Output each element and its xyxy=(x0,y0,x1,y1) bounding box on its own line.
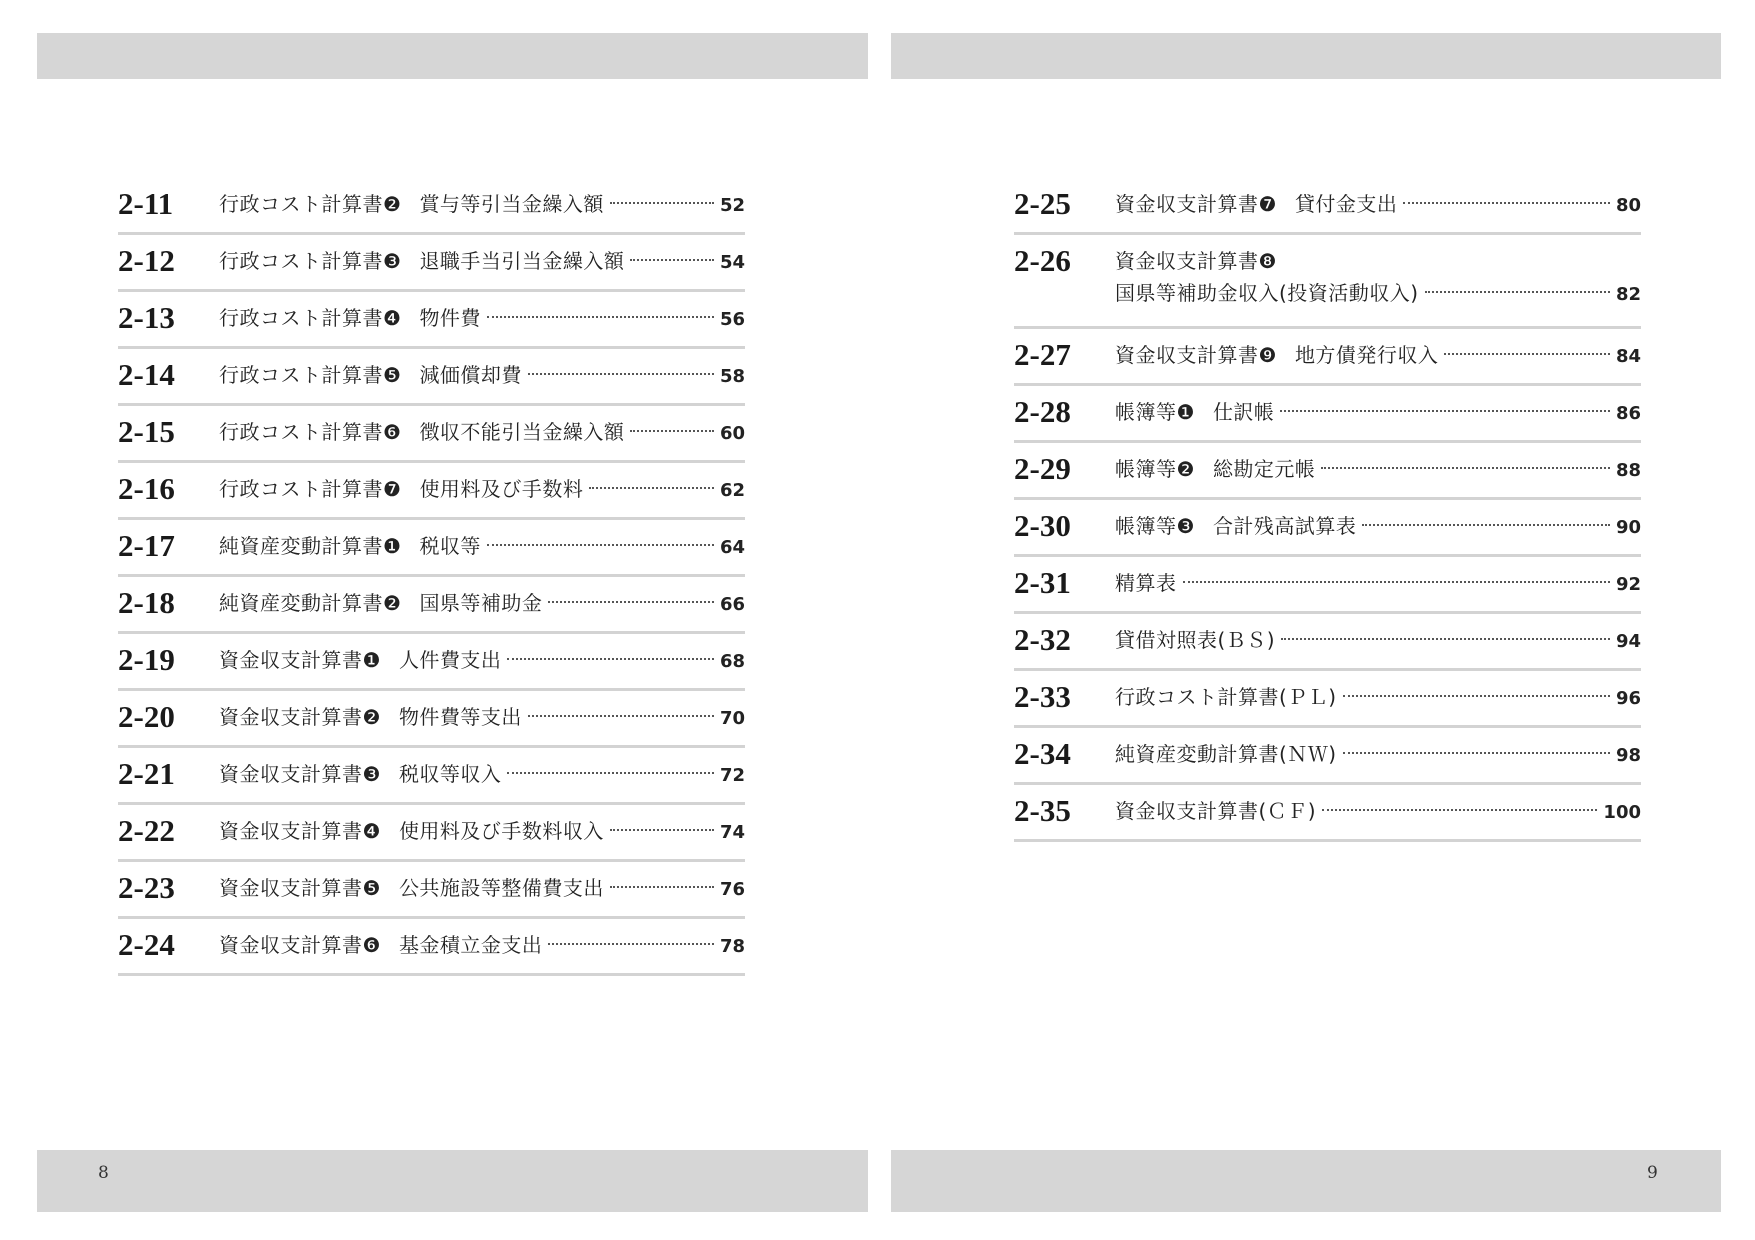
section-number: 2-22 xyxy=(118,813,175,848)
entry-page-number: 90 xyxy=(1615,517,1641,538)
dot-leader xyxy=(610,202,714,204)
dot-leader xyxy=(487,316,714,318)
dot-leader xyxy=(610,829,714,831)
entry-title: 純資産変動計算書❶ xyxy=(219,534,402,558)
entry-title: 貸借対照表(ＢＳ) xyxy=(1115,628,1276,652)
toc-entry[interactable] xyxy=(118,349,745,406)
entry-subtitle: 地方債発行収入 xyxy=(1294,343,1439,367)
entry-subtitle: 総勘定元帳 xyxy=(1212,457,1316,481)
dot-leader xyxy=(1281,638,1610,640)
dot-leader xyxy=(1425,291,1610,293)
dot-leader xyxy=(548,601,714,603)
entry-title: 帳簿等❸ xyxy=(1115,514,1195,538)
dot-leader xyxy=(1403,202,1610,204)
entry-title: 行政コスト計算書❷ xyxy=(219,192,402,216)
section-number: 2-27 xyxy=(1014,337,1071,372)
entry-subtitle: 物件費 xyxy=(419,306,481,330)
entry-title: 資金収支計算書❼ xyxy=(1115,192,1277,216)
entry-title: 行政コスト計算書(ＰＬ) xyxy=(1115,685,1337,709)
toc-entry[interactable] xyxy=(118,691,745,748)
dot-leader xyxy=(589,487,714,489)
toc-entry[interactable] xyxy=(118,577,745,634)
toc-entry[interactable] xyxy=(118,463,745,520)
entry-page-number: 60 xyxy=(719,423,745,444)
entry-page-number: 74 xyxy=(719,822,745,843)
entry-title: 資金収支計算書❻ xyxy=(219,933,381,957)
toc-entry[interactable] xyxy=(118,235,745,292)
entry-title: 資金収支計算書❾ xyxy=(1115,343,1277,367)
entry-subtitle: 国県等補助金収入(投資活動収入) xyxy=(1115,281,1419,305)
entry-page-number: 84 xyxy=(1615,346,1641,367)
toc-entry[interactable] xyxy=(1014,329,1641,386)
toc-entry[interactable] xyxy=(118,862,745,919)
entry-page-number: 82 xyxy=(1615,284,1641,305)
header-band-right xyxy=(891,33,1721,79)
entry-page-number: 80 xyxy=(1615,195,1641,216)
entry-title: 行政コスト計算書❸ xyxy=(219,249,402,273)
dot-leader xyxy=(528,373,714,375)
section-number: 2-21 xyxy=(118,756,175,791)
toc-entry[interactable] xyxy=(118,634,745,691)
section-number: 2-13 xyxy=(118,300,175,335)
toc-entry[interactable] xyxy=(118,919,745,976)
entry-subtitle: 公共施設等整備費支出 xyxy=(398,876,604,900)
section-number: 2-30 xyxy=(1014,508,1071,543)
toc-entry[interactable] xyxy=(118,805,745,862)
toc-entry[interactable] xyxy=(1014,785,1641,842)
section-number: 2-29 xyxy=(1014,451,1071,486)
entry-title: 帳簿等❶ xyxy=(1115,400,1195,424)
entry-title: 資金収支計算書❷ xyxy=(219,705,381,729)
toc-entry[interactable] xyxy=(1014,443,1641,500)
entry-title: 純資産変動計算書❷ xyxy=(219,591,402,615)
entry-page-number: 100 xyxy=(1603,802,1641,823)
entry-subtitle: 国県等補助金 xyxy=(419,591,543,615)
entry-page-number: 56 xyxy=(719,309,745,330)
toc-entry[interactable] xyxy=(118,406,745,463)
dot-leader xyxy=(507,772,714,774)
toc-entry[interactable] xyxy=(1014,386,1641,443)
entry-page-number: 78 xyxy=(719,936,745,957)
entry-page-number: 86 xyxy=(1615,403,1641,424)
toc-entry[interactable] xyxy=(118,520,745,577)
entry-title: 行政コスト計算書❻ xyxy=(219,420,402,444)
toc-entry[interactable] xyxy=(118,292,745,349)
dot-leader xyxy=(1280,410,1610,412)
entry-title: 資金収支計算書❽ xyxy=(1115,249,1277,273)
entry-subtitle: 物件費等支出 xyxy=(398,705,522,729)
entry-subtitle: 合計残高試算表 xyxy=(1212,514,1357,538)
page-number-right: 9 xyxy=(1647,1163,1658,1183)
page-number-left: 8 xyxy=(98,1163,109,1183)
section-number: 2-33 xyxy=(1014,679,1071,714)
dot-leader xyxy=(1322,809,1597,811)
footer-band-left xyxy=(37,1150,868,1212)
toc-entry[interactable] xyxy=(118,178,745,235)
section-number: 2-35 xyxy=(1014,793,1071,828)
entry-title: 資金収支計算書(ＣＦ) xyxy=(1115,799,1317,823)
entry-title: 資金収支計算書❶ xyxy=(219,648,381,672)
entry-title: 行政コスト計算書❺ xyxy=(219,363,402,387)
entry-title: 行政コスト計算書❹ xyxy=(219,306,402,330)
toc-entry[interactable] xyxy=(118,748,745,805)
toc-entry[interactable] xyxy=(1014,728,1641,785)
entry-page-number: 72 xyxy=(719,765,745,786)
entry-title: 帳簿等❷ xyxy=(1115,457,1195,481)
entry-page-number: 68 xyxy=(719,651,745,672)
entry-subtitle: 人件費支出 xyxy=(398,648,502,672)
entry-page-number: 76 xyxy=(719,879,745,900)
entry-subtitle: 使用料及び手数料 xyxy=(419,477,584,501)
toc-entry[interactable] xyxy=(1014,500,1641,557)
entry-subtitle: 使用料及び手数料収入 xyxy=(398,819,604,843)
entry-page-number: 92 xyxy=(1615,574,1641,595)
toc-list-left xyxy=(118,178,745,976)
section-number: 2-34 xyxy=(1014,736,1071,771)
dot-leader xyxy=(630,259,714,261)
entry-subtitle: 税収等 xyxy=(419,534,481,558)
entry-subtitle: 減価償却費 xyxy=(419,363,522,387)
entry-subtitle: 徴収不能引当金繰入額 xyxy=(419,420,625,444)
dot-leader xyxy=(1321,467,1610,469)
dot-leader xyxy=(610,886,714,888)
entry-page-number: 64 xyxy=(719,537,745,558)
entry-page-number: 70 xyxy=(719,708,745,729)
dot-leader xyxy=(1343,695,1610,697)
section-number: 2-31 xyxy=(1014,565,1071,600)
dot-leader xyxy=(1444,353,1610,355)
entry-subtitle: 仕訳帳 xyxy=(1212,400,1275,424)
entry-title: 資金収支計算書❹ xyxy=(219,819,381,843)
entry-page-number: 52 xyxy=(719,195,745,216)
entry-page-number: 88 xyxy=(1615,460,1641,481)
section-number: 2-28 xyxy=(1014,394,1071,429)
section-number: 2-16 xyxy=(118,471,175,506)
dot-leader xyxy=(528,715,714,717)
entry-page-number: 54 xyxy=(719,252,745,273)
dot-leader xyxy=(1183,581,1610,583)
section-number: 2-24 xyxy=(118,927,175,962)
toc-entry[interactable] xyxy=(1014,178,1641,235)
entry-subtitle: 基金積立金支出 xyxy=(398,933,543,957)
section-number: 2-32 xyxy=(1014,622,1071,657)
section-number: 2-18 xyxy=(118,585,175,620)
entry-subtitle: 退職手当引当金繰入額 xyxy=(419,249,625,273)
dot-leader xyxy=(507,658,714,660)
dot-leader xyxy=(487,544,714,546)
entry-page-number: 62 xyxy=(719,480,745,501)
entry-page-number: 94 xyxy=(1615,631,1641,652)
footer-band-right xyxy=(891,1150,1721,1212)
section-number: 2-20 xyxy=(118,699,175,734)
section-number: 2-17 xyxy=(118,528,175,563)
entry-subtitle: 貸付金支出 xyxy=(1294,192,1398,216)
entry-subtitle: 賞与等引当金繰入額 xyxy=(419,192,604,216)
header-band-left xyxy=(37,33,868,79)
entry-page-number: 66 xyxy=(719,594,745,615)
entry-page-number: 96 xyxy=(1615,688,1641,709)
section-number: 2-12 xyxy=(118,243,175,278)
entry-title: 純資産変動計算書(ＮＷ) xyxy=(1115,742,1337,766)
toc-entry[interactable] xyxy=(1014,235,1641,329)
entry-page-number: 58 xyxy=(719,366,745,387)
dot-leader xyxy=(1362,524,1610,526)
section-number: 2-14 xyxy=(118,357,175,392)
entry-title: 精算表 xyxy=(1115,571,1177,595)
toc-entry[interactable] xyxy=(1014,614,1641,671)
section-number: 2-11 xyxy=(118,186,174,221)
section-number: 2-25 xyxy=(1014,186,1071,221)
section-number: 2-19 xyxy=(118,642,175,677)
entry-subtitle: 税収等収入 xyxy=(398,762,502,786)
entry-title: 資金収支計算書❺ xyxy=(219,876,381,900)
section-number: 2-26 xyxy=(1014,243,1071,278)
toc-entry[interactable] xyxy=(1014,671,1641,728)
section-number: 2-15 xyxy=(118,414,175,449)
entry-title: 行政コスト計算書❼ xyxy=(219,477,402,501)
section-number: 2-23 xyxy=(118,870,175,905)
toc-entry[interactable] xyxy=(1014,557,1641,614)
dot-leader xyxy=(630,430,714,432)
entry-title: 資金収支計算書❸ xyxy=(219,762,381,786)
entry-page-number: 98 xyxy=(1615,745,1641,766)
dot-leader xyxy=(1343,752,1610,754)
dot-leader xyxy=(548,943,714,945)
toc-list-right xyxy=(1014,178,1641,842)
